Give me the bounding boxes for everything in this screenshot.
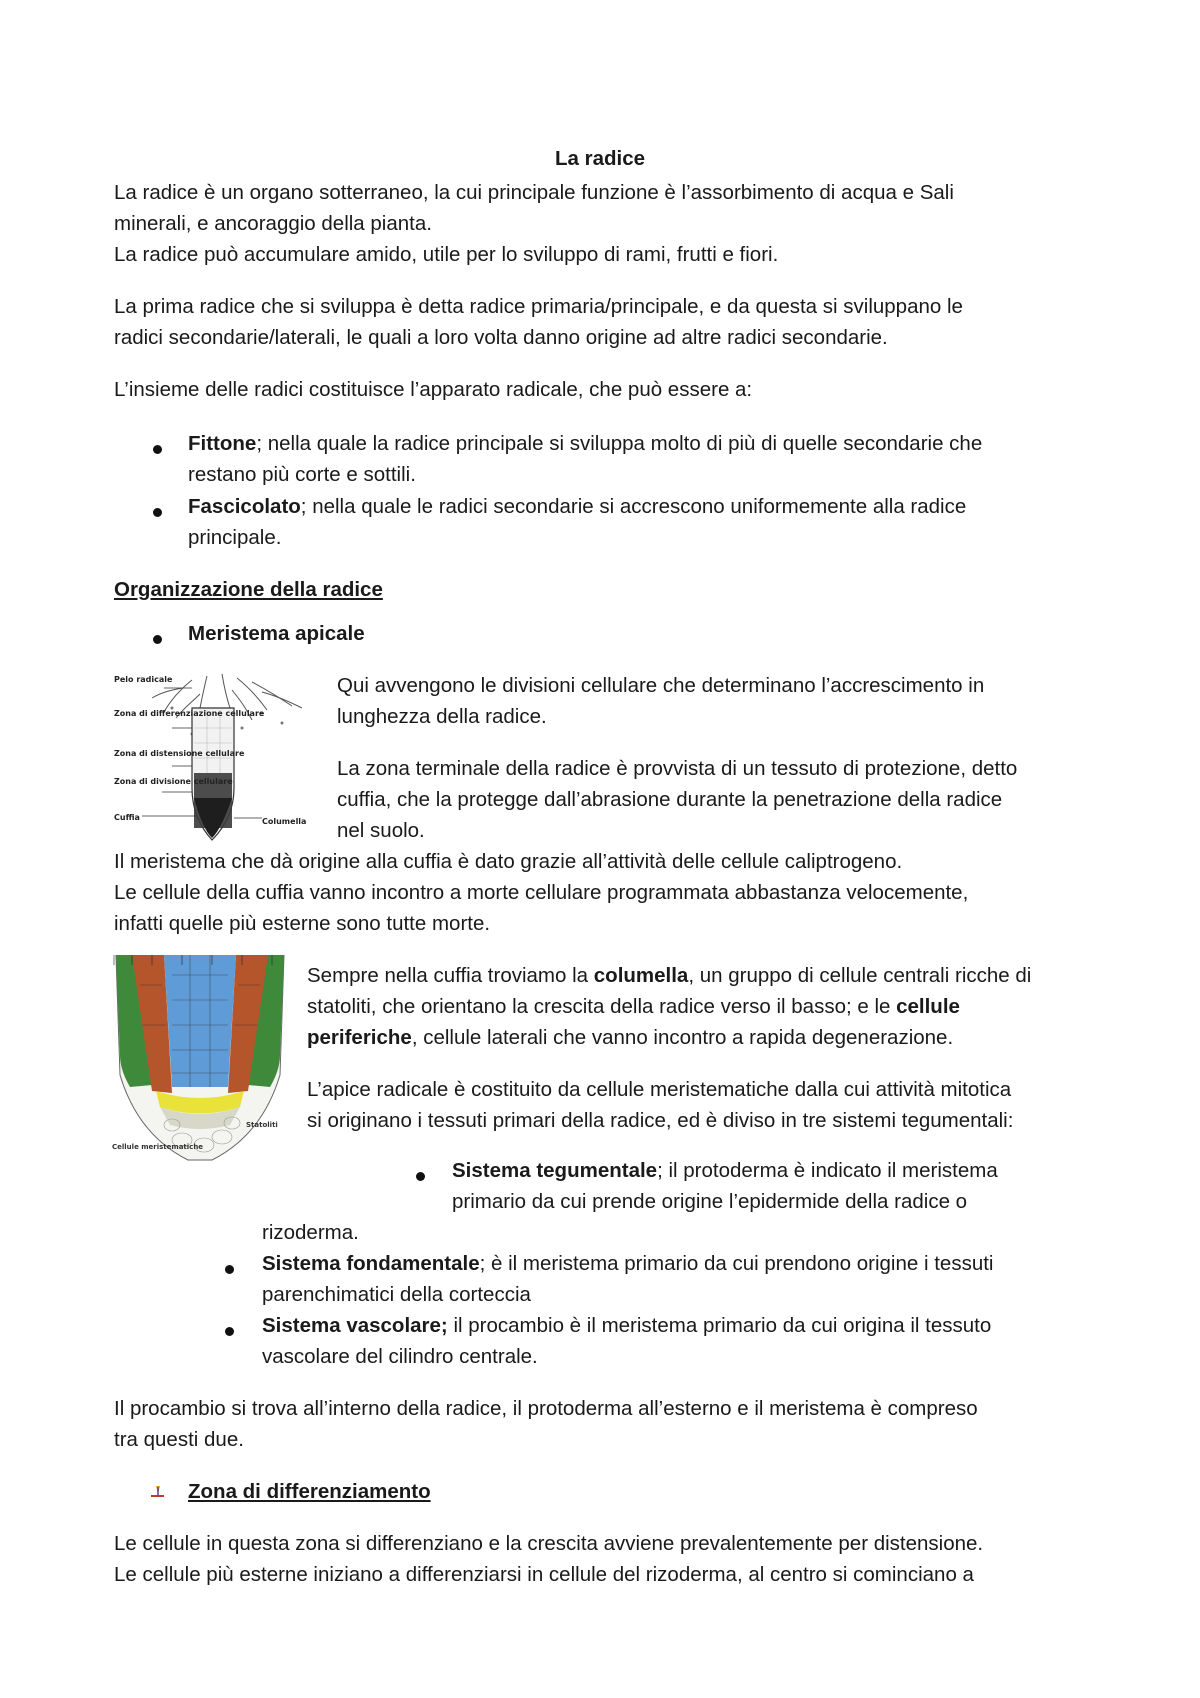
meristema-text-4: cuffia, che la protegge dall’abrasione durante la penetrazione della radice [337, 788, 1003, 811]
columella-line-3: periferiche, cellule laterali che vanno incontro a rapida degenerazione. [307, 1026, 954, 1049]
text: ; nella quale le radici secondarie si accrescono uniformemente alla radice [300, 495, 967, 518]
list-item-cont: restano più corte e sottili. [188, 463, 416, 486]
intro-line-1: La radice è un organo sotterraneo, la cui principale funzione è l’assorbimento di acqua e Sali [114, 181, 954, 204]
bullet-dot [153, 445, 162, 454]
bullet-dot [416, 1172, 425, 1181]
root-zones-figure [112, 668, 320, 844]
columella-line-2: statoliti, che orientano la crescita della radice verso il basso; e le cellule [307, 995, 960, 1018]
procambio-line-2: tra questi due. [114, 1428, 244, 1451]
fig2-label: Statoliti [246, 1121, 278, 1129]
system-item: Sistema fondamentale; è il meristema primario da cui prendono origine i tessuti [262, 1252, 994, 1275]
arrow-bullet-icon [150, 1484, 172, 1502]
bullet-dot [153, 508, 162, 517]
page-title: La radice [554, 147, 646, 170]
list-item [188, 428, 1108, 460]
bullet-dot [225, 1327, 234, 1336]
list-item [188, 491, 1108, 523]
system-item: Sistema tegumentale; il protoderma è indicato il meristema [452, 1159, 998, 1182]
zona-line-1: Le cellule in questa zona si differenziano e la crescita avviene prevalentemente per distensione. [114, 1532, 984, 1555]
apice-line-1: L’apice radicale è costituito da cellule meristematiche dalla cui attività mitotica [307, 1078, 1012, 1101]
system-item: Sistema vascolare; il procambio è il meristema primario da cui origina il tessuto [262, 1314, 992, 1337]
fig1-label: Zona di distensione cellulare [114, 749, 245, 758]
text: ; nella quale la radice principale si sviluppa molto di più di quelle secondarie che [256, 432, 983, 455]
root-cap-section-figure [112, 955, 288, 1187]
meristema-text-7: Le cellule della cuffia vanno incontro a morte cellulare programmata abbastanza velocemente, [114, 881, 969, 904]
apice-line-2: si originano i tessuti primari della radice, ed è diviso in tre sistemi tegumentali: [307, 1109, 1014, 1132]
columella-line-1: Sempre nella cuffia troviamo la columella, un gruppo di cellule centrali ricche di [307, 964, 1032, 987]
meristema-text-2: lunghezza della radice. [337, 705, 547, 728]
system-item-cont: primario da cui prende origine l’epidermide della radice o [452, 1190, 968, 1213]
section-heading-organizzazione: Organizzazione della radice [114, 578, 383, 601]
bullet-dot [153, 635, 162, 644]
fig1-label: Cuffia [114, 813, 140, 822]
meristema-text-1: Qui avvengono le divisioni cellulare che determinano l’accrescimento in [337, 674, 985, 697]
intro-line-4: La prima radice che si sviluppa è detta radice primaria/principale, e da questa si sviluppano le [114, 295, 963, 318]
fig1-label: Columella [262, 817, 307, 826]
intro-line-3: La radice può accumulare amido, utile per lo sviluppo di rami, frutti e fiori. [114, 243, 779, 266]
system-item-cont: rizoderma. [262, 1221, 359, 1244]
meristema-text-5: nel suolo. [337, 819, 425, 842]
procambio-line-1: Il procambio si trova all’interno della radice, il protoderma all’esterno e il meristema è compreso [114, 1397, 978, 1420]
intro-line-6: L’insieme delle radici costituisce l’apparato radicale, che può essere a: [114, 378, 753, 401]
intro-line-5: radici secondarie/laterali, le quali a loro volta danno origine ad altre radici secondarie. [114, 326, 888, 349]
fig1-label: Zona di differenziazione cellulare [114, 709, 265, 718]
zona-line-2: Le cellule più esterne iniziano a differenziarsi in cellule del rizoderma, al centro si cominciano a [114, 1563, 974, 1586]
meristema-text-3: La zona terminale della radice è provvista di un tessuto di protezione, detto [337, 757, 1018, 780]
meristema-text-6: Il meristema che dà origine alla cuffia è dato grazie all’attività delle cellule caliptrogeno. [114, 850, 903, 873]
subheading-zona: Zona di differenziamento [188, 1480, 431, 1503]
list-item-cont: principale. [188, 526, 282, 549]
fig2-label: Cellule meristematiche [112, 1143, 204, 1151]
system-item-cont: parenchimatici della corteccia [262, 1283, 531, 1306]
bullet-dot [225, 1265, 234, 1274]
term: Fittone [188, 432, 257, 455]
subheading-meristema: Meristema apicale [188, 622, 365, 645]
fig1-label: Zona di divisione cellulare [114, 777, 233, 786]
system-item-cont: vascolare del cilindro centrale. [262, 1345, 538, 1368]
term: Fascicolato [188, 495, 301, 518]
intro-line-2: minerali, e ancoraggio della pianta. [114, 212, 432, 235]
meristema-text-8: infatti quelle più esterne sono tutte morte. [114, 912, 491, 935]
fig1-label: Pelo radicale [114, 675, 173, 684]
